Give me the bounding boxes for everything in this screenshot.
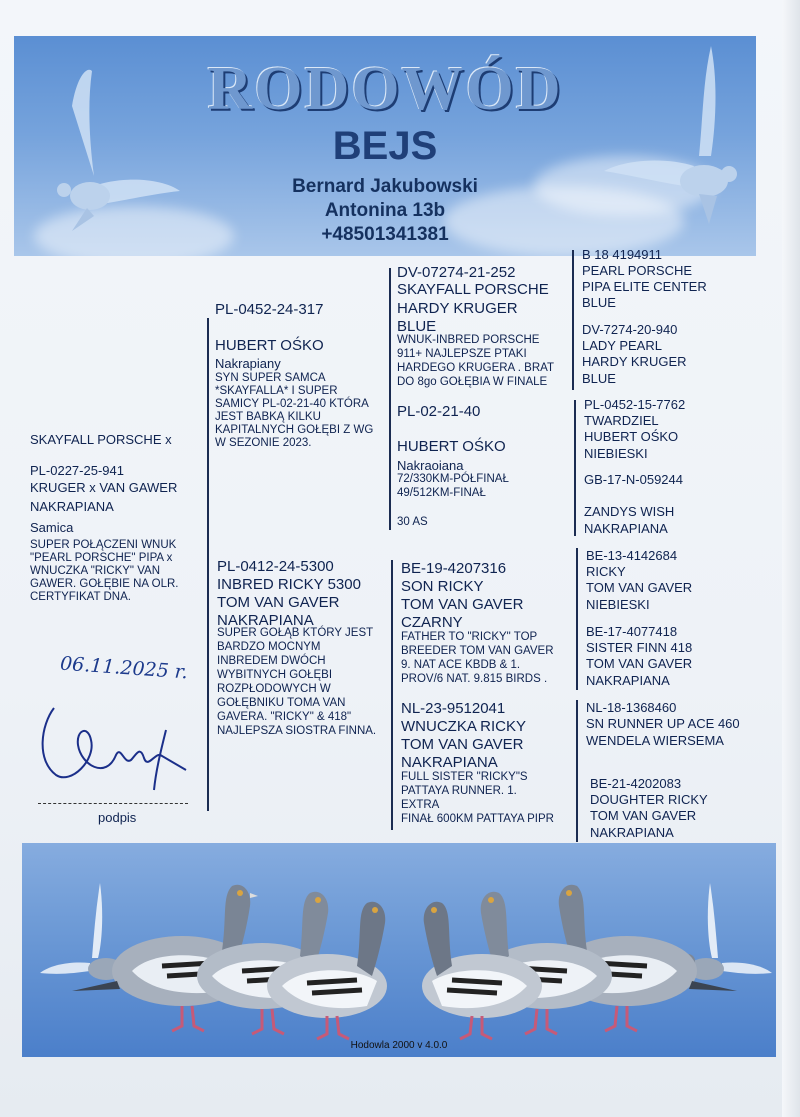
dd-breeder: TOM VAN GAVER [401, 736, 524, 753]
paper-edge [782, 0, 800, 1117]
subject-ring: PL-0227-25-941 [30, 463, 124, 478]
ss-name: SKAYFALL PORSCHE [397, 281, 549, 298]
gen3-color: NAKRAPIANA [586, 673, 670, 688]
bracket-gen1 [207, 318, 209, 811]
gen3-breeder: PIPA ELITE CENTER [582, 279, 707, 294]
signature-scribble-icon [36, 700, 196, 800]
gen3-name: TWARDZIEL [584, 413, 659, 428]
ds-note: PROV/6 NAT. 9.815 BIRDS . [401, 673, 548, 685]
owner-name: Bernard Jakubowski [292, 176, 478, 197]
sire-note: *SKAYFALLA* I SUPER [215, 385, 338, 397]
dd-note: PATTAYA RUNNER. 1. [401, 785, 517, 797]
sire-note: JEST BABKĄ KILKU [215, 411, 321, 423]
gen3-color: NIEBIESKI [586, 597, 650, 612]
ss-note: HARDEGO KRUGERA . BRAT [397, 362, 554, 374]
gen3-ring: BE-13-4142684 [586, 548, 678, 563]
gen3-ring: NL-18-1368460 [586, 700, 677, 715]
gen3-name: RICKY [586, 564, 626, 579]
ds-ring: BE-19-4207316 [401, 560, 507, 577]
dam-color: NAKRAPIANA [217, 612, 314, 629]
dam-ring: PL-0412-24-5300 [217, 558, 334, 575]
subject-color: NAKRAPIANA [30, 499, 114, 514]
sd-color: Nakraoiana [397, 458, 464, 473]
gen3-breeder: TOM VAN GAVER [586, 580, 693, 595]
ds-color: CZARNY [401, 614, 463, 631]
signature-date: 06.11.2025 r. [59, 652, 189, 684]
dd-note: FINAŁ 600KM PATTAYA PIPR [401, 813, 554, 825]
document-title: RODOWÓD [207, 55, 563, 123]
gen3-breeder: WENDELA WIERSEMA [586, 733, 724, 748]
ds-note: BREEDER TOM VAN GAVER [401, 645, 554, 657]
subject-note: GAWER. GOŁĘBIE NA OLR. [30, 578, 179, 590]
ss-color: BLUE [397, 318, 437, 335]
bracket-gen3 [574, 400, 576, 536]
dam-note: ROZPŁODOWYCH W [217, 683, 331, 695]
sire-note: SYN SUPER SAMCA [215, 372, 326, 384]
dd-name: WNUCZKA RICKY [401, 718, 527, 735]
header-banner [14, 36, 756, 256]
signature-line [38, 803, 188, 804]
gen3-ring: BE-21-4202083 [590, 776, 682, 791]
sd-note: 49/512KM-FINAŁ [397, 487, 486, 499]
subject-note: CERTYFIKAT DNA. [30, 591, 131, 603]
ds-note: 9. NAT ACE KBDB & 1. [401, 659, 521, 671]
pigeons-left-group-icon [72, 871, 392, 1041]
gen3-name: PEARL PORSCHE [582, 263, 693, 278]
subject-note: "PEARL PORSCHE" PIPA x [30, 552, 173, 564]
sire-note: KAPITALNYCH GOŁĘBI Z WG [215, 424, 374, 436]
gen3-name: SN RUNNER UP ACE 460 [586, 716, 740, 731]
owner-address: Antonina 13b [324, 200, 446, 221]
sire-ring: PL-0452-24-317 [215, 301, 324, 318]
gen3-ring: PL-0452-15-7762 [584, 397, 686, 412]
dam-name: INBRED RICKY 5300 [217, 576, 361, 593]
sire-color: Nakrapiany [215, 356, 281, 371]
subject-cross: KRUGER x VAN GAWER [30, 480, 178, 495]
gen3-color: BLUE [582, 371, 616, 386]
ss-breeder: HARDY KRUGER [397, 300, 518, 317]
dam-note: GOŁĘBNIKU TOMA VAN [217, 697, 346, 709]
dam-note: BARDZO MOCNYM [217, 641, 321, 653]
sd-extra: 30 AS [397, 516, 428, 528]
dd-color: NAKRAPIANA [401, 754, 498, 771]
subject-note: SUPER POŁĄCZENI WNUK [30, 539, 177, 551]
gen3-breeder: TOM VAN GAVER [586, 656, 693, 671]
dam-note: SUPER GOŁĄB KTÓRY JEST [217, 627, 374, 639]
gen3-color: NAKRAPIANA [590, 825, 674, 840]
footer-banner [22, 843, 776, 1057]
gen3-ring: BE-17-4077418 [586, 624, 678, 639]
bracket-gen2-dam [391, 560, 393, 830]
software-caption: Hodowla 2000 v 4.0.0 [350, 1040, 448, 1051]
ss-ring: DV-07274-21-252 [397, 264, 516, 281]
gen3-ring: DV-7274-20-940 [582, 322, 678, 337]
ds-name: SON RICKY [401, 578, 484, 595]
signature-label: podpis [98, 810, 137, 825]
subject-line1: SKAYFALL PORSCHE x [30, 432, 172, 447]
gen3-ring: GB-17-N-059244 [584, 472, 683, 487]
bracket-gen3 [576, 700, 578, 842]
ss-note: DO 8go GOŁĘBIA W FINALE [397, 376, 548, 388]
sd-note: 72/330KM-PÓŁFINAŁ [397, 473, 509, 485]
dd-note: FULL SISTER "RICKY"S [401, 771, 528, 783]
sd-ring: PL-02-21-40 [397, 403, 481, 420]
gen3-breeder: HARDY KRUGER [582, 354, 687, 369]
bracket-gen2-sire [389, 268, 391, 530]
gen3-breeder: ZANDYS WISH [584, 504, 675, 519]
bracket-gen3 [576, 548, 578, 690]
dam-note: NAJLEPSZA SIOSTRA FINNA. [217, 725, 377, 737]
dam-note: INBREDEM DWÓCH [217, 655, 326, 667]
sd-breeder: HUBERT OŚKO [397, 438, 506, 455]
dam-note: WYBITNYCH GOŁĘBI [217, 669, 333, 681]
ss-note: WNUK-INBRED PORSCHE [397, 334, 540, 346]
gen3-breeder: HUBERT OŚKO [584, 429, 679, 444]
loft-name: BEJS [332, 124, 438, 168]
dam-breeder: TOM VAN GAVER [217, 594, 340, 611]
dd-note: EXTRA [401, 799, 440, 811]
gen3-name: DOUGHTER RICKY [590, 792, 708, 807]
ss-note: 911+ NAJLEPSZE PTAKI [397, 348, 527, 360]
owner-phone: +48501341381 [321, 224, 449, 245]
dam-note: GAVERA. "RICKY" & 418" [217, 711, 352, 723]
gen3-color: NAKRAPIANA [584, 521, 668, 536]
ds-note: FATHER TO "RICKY" TOP [401, 631, 538, 643]
gen3-color: NIEBIESKI [584, 446, 648, 461]
subject-note: WNUCZKA "RICKY" VAN [30, 565, 160, 577]
sire-breeder: HUBERT OŚKO [215, 337, 324, 354]
dd-ring: NL-23-9512041 [401, 700, 506, 717]
gen3-ring: B 18 4194911 [582, 247, 662, 262]
ds-breeder: TOM VAN GAVER [401, 596, 524, 613]
subject-sex: Samica [30, 520, 74, 535]
bracket-gen3 [572, 250, 574, 390]
gen3-breeder: TOM VAN GAVER [590, 808, 697, 823]
gen3-color: BLUE [582, 295, 616, 310]
pigeons-right-group-icon [417, 871, 737, 1041]
sire-note: W SEZONIE 2023. [215, 437, 312, 449]
gen3-name: SISTER FINN 418 [586, 640, 693, 655]
sire-note: SAMICY PL-02-21-40 KTÓRA [215, 398, 369, 410]
gen3-name: LADY PEARL [582, 338, 662, 353]
